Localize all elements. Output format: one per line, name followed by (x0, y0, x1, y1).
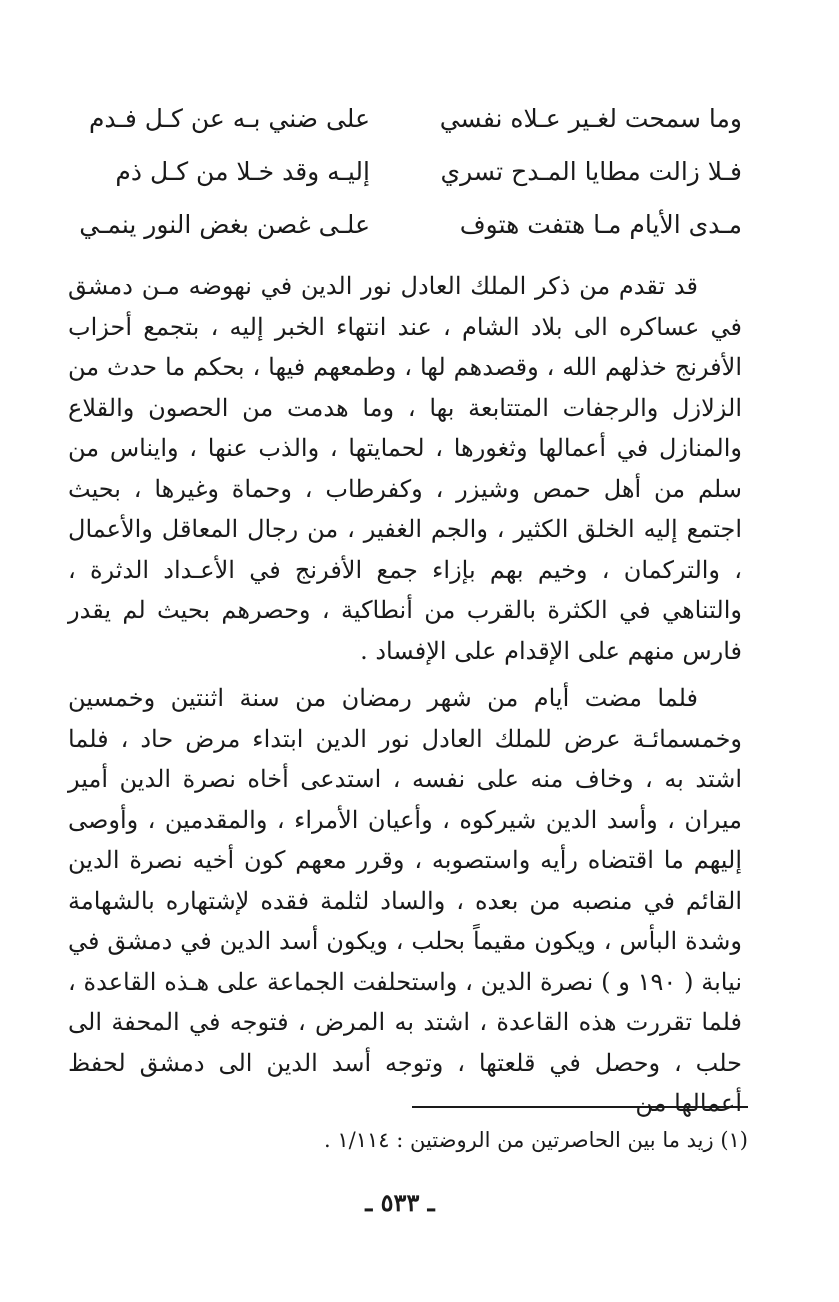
paragraph (68, 266, 742, 671)
verse-second-hemistich: إليـه وقد خـلا من كـل ذم (115, 157, 370, 186)
verse-first-hemistich: وما سمحت لغـير عـلاه نفسي (439, 104, 742, 133)
verse-first-hemistich: فـلا زالت مطايا المـدح تسري (440, 157, 742, 186)
poem-block (70, 92, 742, 251)
paragraph-text: فلما مضت أيام من شهر رمضان من سنة اثنتين وخمسين وخمسمائـة عرض للملك العادل نور الدين ابتداء مرض حاد ، فلما اشتد به ، وخاف منه على نفسه ، استدعى أخاه نصرة الدين أمير ميران ، وأسد الدين شيركوه ، وأعيان الأمراء ، والمقدمين ، وأوصى إليهم ما اقتضاه رأيه واستصوبه ، وقرر معهم كون أخيه نصرة الدين القائم في منصبه من بعده ، والساد لثلمة فقده لإشتهاره بالشهامة وشدة البأس ، ويكون مقيماً بحلب ، ويكون أسد الدين في دمشق في نيابة ( ١٩٠ و ) نصرة الدين ، واستحلفت الجماعة على هـذه القاعدة ، فلما تقررت هذه القاعدة ، اشتد به المرض ، فتوجه في المحفة الى حلب ، وحصل في قلعتها ، وتوجه أسد الدين الى دمشق لحفظ أعمالها من (68, 684, 743, 1117)
poem-verse (70, 92, 742, 145)
paragraph-text: قد تقدم من ذكر الملك العادل نور الدين في نهوضه مـن دمشق في عساكره الى بلاد الشام ، عند انتهاء الخبر إليه ، بتجمع أحزاب الأفرنج خذلهم الله ، وقصدهم لها ، وطمعهم فيها ، بحكم ما حدث من الزلازل والرجفات المتتابعة بها ، وما هدمت من الحصون والقلاع والمنازل في أعمالها وثغورها ، لحمايتها ، والذب عنها ، وايناس من سلم من أهل حمص وشيزر ، وكفرطاب ، وحماة وغيرها ، بحيث اجتمع إليه الخلق الكثير ، والجم الغفير ، من رجال المعاقل والأعمال ، والتركمان ، وخيم بهم بإزاء جمع الأفرنج في الأعـداد الدثرة ، والتناهي في الكثرة بالقرب من أنطاكية ، وحصرهم بحيث لم يقدر فارس منهم على الإقدام على الإفساد . (68, 272, 742, 665)
verse-first-hemistich: مـدى الأيام مـا هتفت هتوف (459, 210, 742, 239)
paragraph (68, 678, 742, 1124)
poem-verse (70, 145, 742, 198)
verse-second-hemistich: على ضني بـه عن كـل فـدم (88, 104, 370, 133)
poem-verse (70, 198, 742, 251)
footnote-divider (412, 1106, 748, 1108)
footnote: (١) زيد ما بين الحاصرتين من الروضتين : ١/١١٤ . (324, 1128, 748, 1152)
verse-second-hemistich: علـى غصن بغض النور ينمـي (79, 210, 370, 239)
page-number: ـ ٥٣٣ ـ (365, 1188, 435, 1217)
